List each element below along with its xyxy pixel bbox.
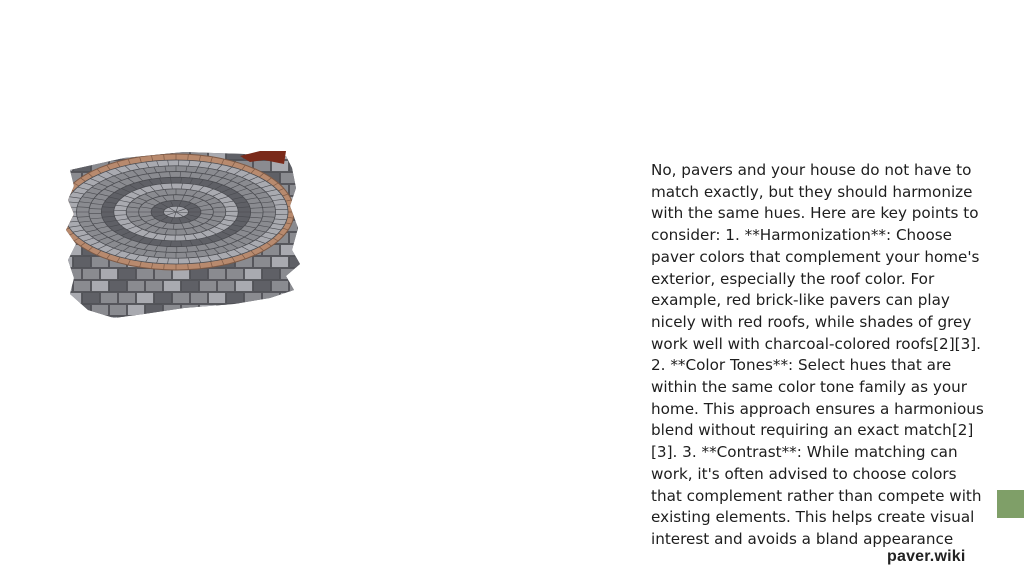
- accent-block: [997, 490, 1024, 518]
- paver-patio-image: [64, 148, 302, 320]
- paver-patio-illustration: [64, 148, 302, 320]
- answer-text: No, pavers and your house do not have to match exactly, but they should harmonize with the same hues. Here are key points to consider: 1. **Harmonization**: Choose paver colors that complement your home's exterior, especially the roof color. For example, red brick-like pavers can play nicely with red roofs, while shades of grey work well with charcoal-colored roofs[2][3]. 2. **Color Tones**: Select hues that are within the same color tone family as your home. This approach ensures a harmonious blend without requiring an exact match[2][3]. 3. **Contrast**: While matching can work, it's often advised to choose colors that complement rather than compete with existing elements. This helps create visual interest and avoids a bland appearance: [651, 161, 984, 548]
- watermark: paver.wiki: [887, 548, 966, 565]
